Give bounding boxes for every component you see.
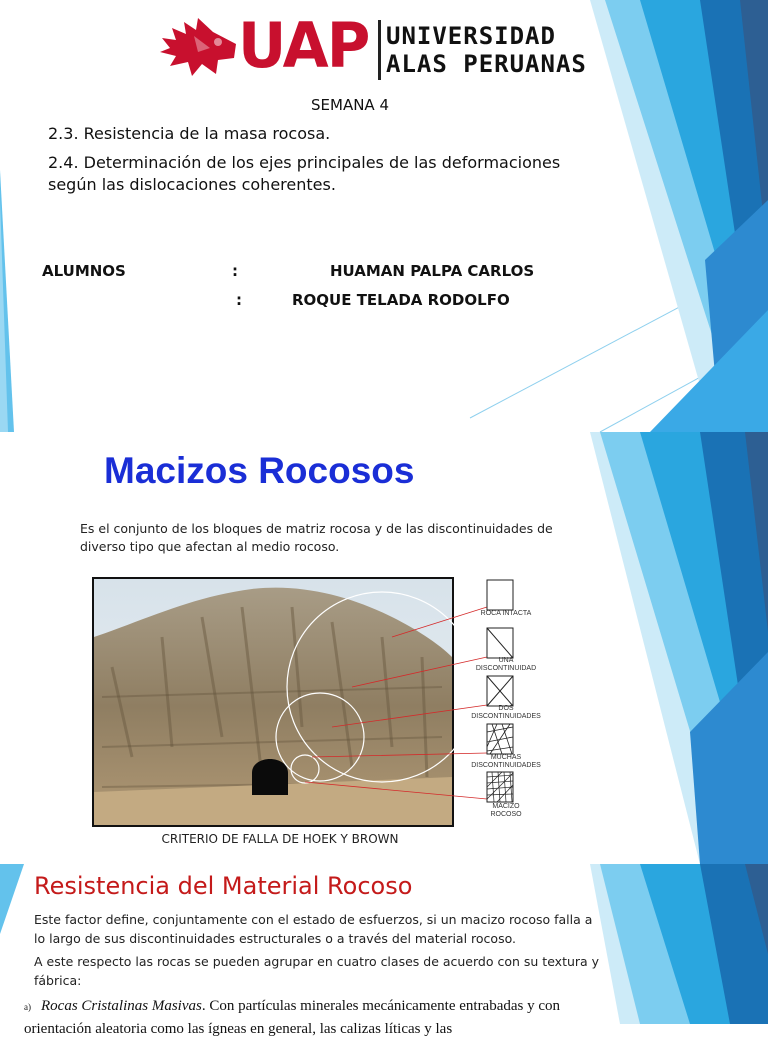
class-label-intact: ROCA INTACTA	[480, 610, 532, 617]
students-label: ALUMNOS	[42, 262, 126, 280]
class-label-many: MUCHAS DISCONTINUIDADES	[471, 754, 541, 769]
logo-university-line: UNIVERSIDAD	[386, 22, 556, 50]
bullet-text: . Con partículas minerales mecánicamente entrabadas y con orientación aleatoria como las ígneas en general, las calizas líticas y las	[24, 998, 561, 1037]
students-separator: :	[236, 291, 242, 309]
students-separator: :	[232, 262, 238, 280]
class-label-two: DOS DISCONTINUIDADES	[471, 705, 541, 720]
class-label-one: UNA DISCONTINUIDAD	[475, 657, 537, 672]
logo-letters: UAP	[238, 9, 369, 82]
slide-3	[0, 864, 768, 1037]
description: Es el conjunto de los bloques de matriz rocosa y de las discontinuidades de diverso tipo que afectan al medio rocoso.	[80, 521, 553, 554]
slide-title: Macizos Rocosos	[104, 450, 415, 491]
decorative-triangles	[0, 0, 768, 432]
bullet-marker: a)	[24, 1001, 31, 1012]
student-name: ROQUE TELADA RODOLFO	[292, 291, 510, 309]
slide-2	[0, 432, 768, 864]
class-label-mass: MACIZO ROCOSO	[490, 803, 522, 818]
bullet-term: Rocas Cristalinas Masivas	[41, 998, 202, 1014]
slide-title: Resistencia del Material Rocoso	[34, 872, 413, 900]
logo-divider	[378, 20, 381, 80]
paragraph: Este factor define, conjuntamente con el estado de esfuerzos, si un macizo rocoso falla a lo largo de sus discontinuidades estructurales o a través del material rocoso.	[34, 912, 593, 946]
slide-1	[0, 0, 768, 432]
uap-eagle-icon	[158, 14, 238, 80]
student-name: HUAMAN PALPA CARLOS	[330, 262, 535, 280]
topic-item: 2.4. Determinación de los ejes principales de las deformaciones según las dislocaciones coherentes.	[48, 153, 561, 194]
logo-name-line: ALAS PERUANAS	[386, 50, 587, 78]
paragraph: A este respecto las rocas se pueden agrupar en cuatro clases de acuerdo con su textura y fábrica:	[34, 954, 600, 988]
bullet-item	[24, 995, 594, 1040]
topic-item: 2.3. Resistencia de la masa rocosa.	[48, 124, 331, 143]
figure-caption: CRITERIO DE FALLA DE HOEK Y BROWN	[161, 832, 399, 846]
week-heading: SEMANA 4	[311, 96, 389, 114]
